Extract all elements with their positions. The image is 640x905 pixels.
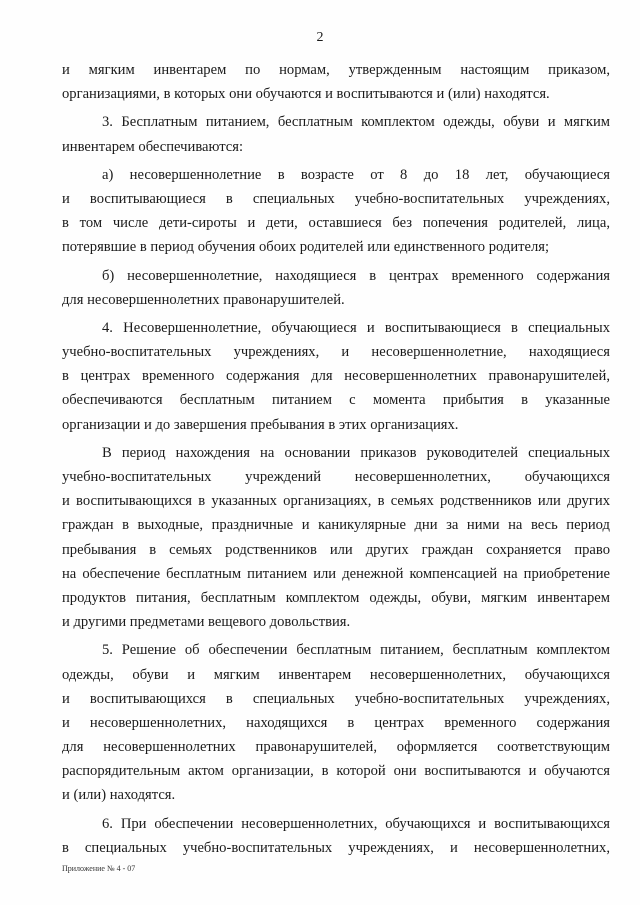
- text-line: продуктов питания, бесплатным комплектом одежды, обуви, мягким инвентарем: [62, 589, 610, 606]
- text-line: организации и до завершения пребывания в этих организациях.: [62, 416, 459, 433]
- text-line: пребывания в семьях родственников или других граждан сохраняется право: [62, 541, 610, 558]
- text-line: организациями, в которых они обучаются и воспитываются и (или) находятся.: [62, 86, 550, 103]
- text-line: распорядительным актом организации, в которой они воспитываются и обучаются: [62, 763, 610, 780]
- text-line: и мягким инвентарем по нормам, утвержденным настоящим приказом,: [62, 62, 610, 78]
- text-line: для несовершеннолетних правонарушителей.: [62, 291, 345, 308]
- text-line: инвентарем обеспечиваются:: [62, 138, 244, 155]
- text-line: в специальных учебно-воспитательных учреждениях, и несовершеннолетних,: [62, 839, 610, 856]
- text-line: 4. Несовершеннолетние, обучающиеся и воспитывающиеся в специальных: [102, 319, 610, 336]
- text-line: и воспитывающихся в указанных организациях, в семьях родственников или других: [62, 493, 610, 510]
- text-line: и воспитывающихся в специальных учебно-воспитательных учреждениях,: [62, 690, 610, 707]
- text-line: б) несовершеннолетние, находящиеся в центрах временного содержания: [102, 267, 610, 284]
- text-line: потерявшие в период обучения обоих родителей или единственного родителя;: [62, 239, 550, 256]
- text-line: обеспечиваются бесплатным питанием с момента прибытия в указанные: [62, 392, 610, 409]
- text-line: в центрах временного содержания для несовершеннолетних правонарушителей,: [62, 368, 610, 385]
- text-line: 5. Решение об обеспечении бесплатным питанием, бесплатным комплектом: [102, 642, 610, 659]
- text-line: и другими предметами вещевого довольствия.: [62, 614, 351, 631]
- footer-note: Приложение № 4 - 07: [62, 864, 136, 873]
- text-line: для несовершеннолетних правонарушителей, оформляется соответствующим: [62, 739, 610, 756]
- text-line: и (или) находятся.: [62, 787, 176, 804]
- text-line: учебно-воспитательных учреждениях, и несовершеннолетние, находящиеся: [62, 344, 610, 361]
- document-body: [62, 58, 610, 860]
- text-line: 3. Бесплатным питанием, бесплатным комплектом одежды, обуви и мягким: [102, 114, 610, 131]
- text-line: а) несовершеннолетние в возрасте от 8 до 18 лет, обучающиеся: [102, 166, 610, 183]
- text-line: и несовершеннолетних, находящихся в центрах временного содержания: [62, 714, 610, 731]
- text-line: на обеспечение бесплатным питанием или денежной компенсацией на приобретение: [62, 565, 610, 582]
- text-line: 6. При обеспечении несовершеннолетних, обучающихся и воспитывающихся: [102, 815, 610, 832]
- text-line: учебно-воспитательных учреждений несовершеннолетних, обучающихся: [62, 469, 610, 485]
- page-number: 2: [316, 30, 324, 45]
- text-line: в том числе дети-сироты и дети, оставшиеся без попечения родителей, лица,: [62, 215, 610, 232]
- text-line: одежды, обуви и мягким инвентарем несовершеннолетних, обучающихся: [62, 666, 610, 683]
- text-line: В период нахождения на основании приказов руководителей специальных: [102, 444, 610, 461]
- text-line: граждан в выходные, праздничные и каникулярные дни за ними на весь период: [62, 517, 610, 534]
- text-line: и воспитывающиеся в специальных учебно-воспитательных учреждениях,: [62, 190, 610, 207]
